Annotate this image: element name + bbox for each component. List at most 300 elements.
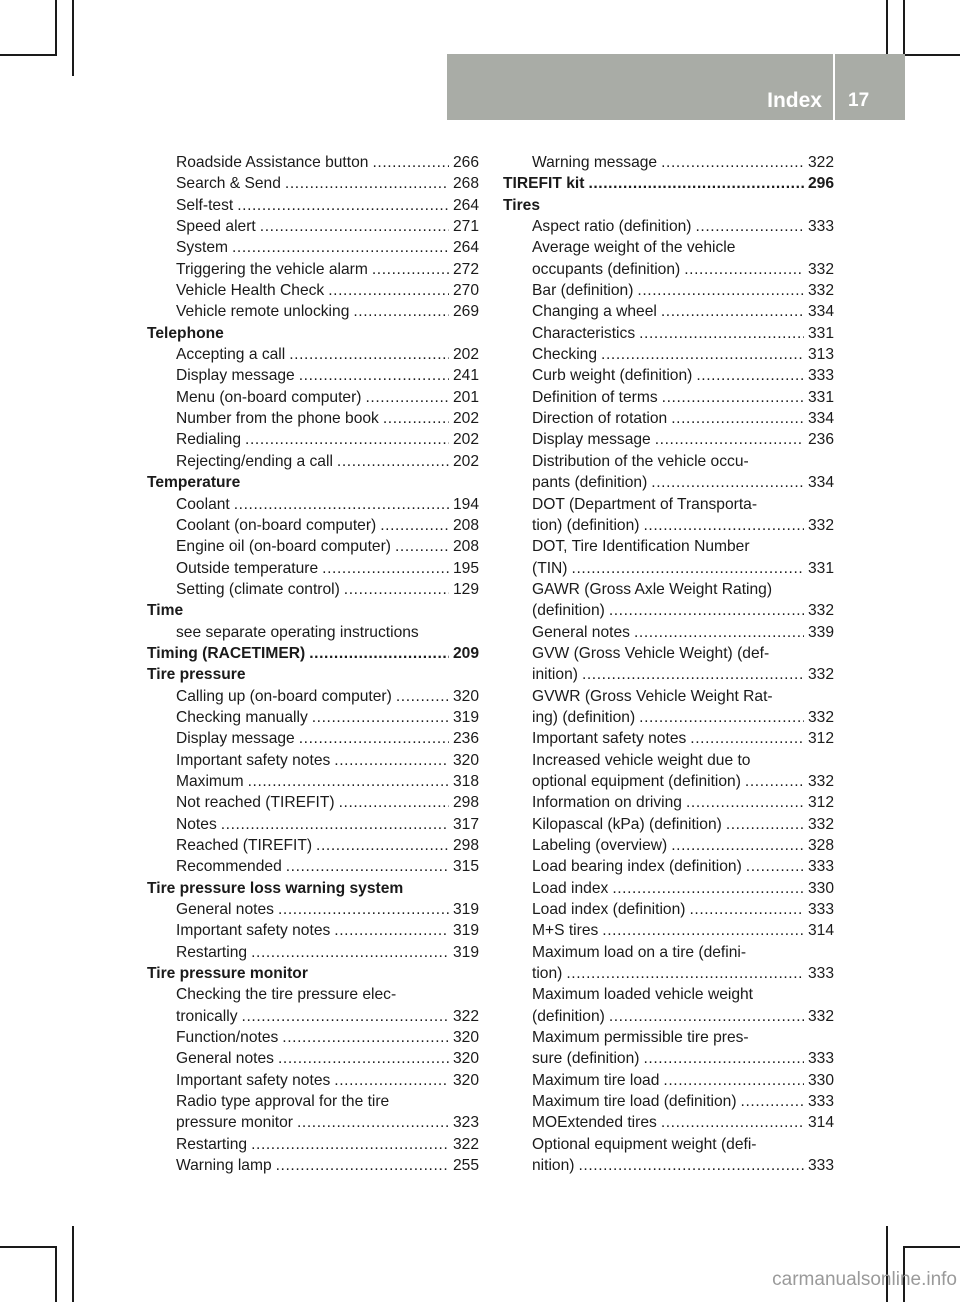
entry-text: sure (definition) [532, 1050, 640, 1068]
entry-text: Notes [176, 815, 217, 833]
entry-text: Checking the tire pressure elec- [176, 986, 397, 1004]
page-reference: 315 [452, 858, 479, 876]
page-reference: 202 [452, 346, 479, 364]
entry-text: Maximum tire load (definition) [532, 1093, 737, 1111]
entry-text: M+S tires [532, 922, 599, 940]
index-entry [503, 728, 834, 749]
dot-leader [282, 1027, 449, 1048]
dot-leader [251, 1134, 449, 1155]
entry-text: (definition) [532, 602, 605, 620]
dot-leader [609, 1006, 804, 1027]
entry-text: Tires [503, 196, 540, 214]
page-reference: 298 [452, 837, 479, 854]
page-reference: 236 [807, 431, 834, 449]
page-reference: 296 [807, 175, 834, 193]
entry-text: (definition) [532, 1007, 605, 1025]
dot-leader [285, 173, 449, 194]
entry-text: Labeling (overview) [532, 837, 668, 854]
index-entry [503, 344, 834, 365]
page-reference: 333 [807, 1157, 834, 1175]
page-reference: 313 [807, 346, 834, 364]
watermark: carmanualsonline.info [772, 1269, 957, 1290]
page-reference: 314 [807, 922, 834, 940]
entry-text: Aspect ratio (definition) [532, 218, 692, 236]
entry-text: occupants (definition) [532, 260, 681, 278]
entry-text: Direction of rotation [532, 410, 668, 428]
entry-text: Rejecting/ending a call [176, 452, 333, 470]
dot-leader [726, 814, 804, 835]
page-reference: 339 [807, 623, 834, 641]
page-reference: 312 [807, 730, 834, 748]
entry-text: DOT, Tire Identification Number [532, 538, 750, 556]
index-entry [503, 301, 834, 322]
index-entry [147, 216, 479, 237]
entry-text: GAWR (Gross Axle Weight Rating) [532, 580, 773, 598]
entry-text: Curb weight (definition) [532, 367, 693, 385]
page-reference: 320 [452, 1071, 479, 1089]
dot-leader [344, 579, 449, 600]
index-entry [503, 365, 834, 386]
page-reference: 333 [807, 1050, 834, 1068]
index-entry [147, 1091, 479, 1112]
index-entry [503, 643, 834, 664]
dot-leader [741, 1091, 804, 1112]
dot-leader [299, 365, 449, 386]
dot-leader [689, 899, 804, 920]
index-entry [503, 707, 834, 728]
index-heading [147, 323, 479, 344]
page-reference: 268 [452, 175, 479, 193]
page-reference: 202 [452, 410, 479, 428]
index-entry [147, 622, 479, 643]
entry-text: Maximum [176, 772, 244, 790]
entry-text: Load index (definition) [532, 901, 686, 919]
index-entry [147, 771, 479, 792]
entry-text: Not reached (TIREFIT) [176, 794, 335, 812]
dot-leader [639, 323, 804, 344]
index-entry [147, 365, 479, 386]
entry-text: tion) (definition) [532, 516, 640, 534]
dot-leader [663, 1070, 804, 1091]
entry-text: Checking [532, 346, 598, 364]
page-reference: 332 [807, 666, 834, 684]
page-reference: 320 [452, 1029, 479, 1047]
page-reference: 129 [452, 580, 479, 598]
entry-text: nition) [532, 1157, 575, 1175]
index-entry [503, 1006, 834, 1027]
entry-text: Important safety notes [176, 1071, 331, 1089]
entry-text: Restarting [176, 1135, 248, 1153]
crop-mark [55, 0, 57, 56]
entry-text: Tire pressure monitor [147, 965, 308, 983]
entry-text: tronically [176, 1007, 238, 1025]
index-entry [147, 856, 479, 877]
page-reference: 332 [807, 260, 834, 278]
dot-leader [671, 408, 804, 429]
index-heading [147, 664, 479, 685]
index-entry [503, 579, 834, 600]
page-reference: 201 [452, 388, 479, 406]
dot-leader [746, 856, 804, 877]
entry-text: Characteristics [532, 324, 636, 342]
page-reference: 332 [807, 516, 834, 534]
entry-text: Coolant (on-board computer) [176, 516, 377, 534]
page-reference: 333 [807, 367, 834, 385]
index-heading [147, 963, 479, 984]
entry-text: Search & Send [176, 175, 281, 193]
dot-leader [334, 1070, 449, 1091]
page-reference: 271 [452, 218, 479, 236]
dot-leader [380, 515, 449, 536]
entry-text: Number from the phone book [176, 410, 379, 428]
index-entry [503, 280, 834, 301]
index-entry [503, 1134, 834, 1155]
crop-mark [904, 1246, 960, 1248]
page-reference: 319 [452, 922, 479, 940]
dot-leader [661, 152, 804, 173]
page-reference: 317 [452, 815, 479, 833]
header-bar [447, 54, 905, 120]
index-entry [503, 515, 834, 536]
entry-text: System [176, 239, 228, 257]
page-reference: 236 [452, 730, 479, 748]
index-entry [503, 216, 834, 237]
entry-text: Outside temperature [176, 559, 319, 577]
page-reference: 208 [452, 516, 479, 534]
index-entry [147, 750, 479, 771]
page-reference: 209 [452, 644, 479, 662]
page-reference: 319 [452, 901, 479, 919]
index-entry [147, 686, 479, 707]
entry-text: Temperature [147, 474, 241, 492]
dot-leader [588, 173, 804, 194]
page-reference: 333 [807, 218, 834, 236]
index-entry [503, 558, 834, 579]
index-entry [147, 942, 479, 963]
dot-leader [309, 643, 449, 664]
index-heading [503, 195, 834, 216]
dot-leader [334, 750, 449, 771]
page-reference: 194 [452, 495, 479, 513]
page-reference: 270 [452, 282, 479, 300]
index-entry [503, 1155, 834, 1176]
dot-leader [242, 1006, 449, 1027]
index-column-right [503, 152, 834, 1177]
dot-leader [334, 920, 449, 941]
index-entry [503, 984, 834, 1005]
index-entry [147, 344, 479, 365]
page-reference: 334 [807, 474, 834, 492]
index-entry [503, 387, 834, 408]
dot-leader [602, 920, 804, 941]
index-entry [147, 451, 479, 472]
entry-text: Definition of terms [532, 388, 658, 406]
index-entry [503, 920, 834, 941]
dot-leader [695, 216, 803, 237]
dot-leader [337, 451, 449, 472]
entry-text: Calling up (on-board computer) [176, 687, 392, 705]
dot-leader [643, 515, 803, 536]
dot-leader [221, 814, 449, 835]
entry-text: Redialing [176, 431, 242, 449]
entry-text: pressure monitor [176, 1114, 293, 1132]
dot-leader [312, 707, 449, 728]
index-heading [147, 643, 479, 664]
page-reference: 320 [452, 751, 479, 769]
index-entry [147, 301, 479, 322]
dot-leader [612, 878, 804, 899]
index-entry [503, 899, 834, 920]
dot-leader [643, 1048, 803, 1069]
page-reference: 312 [807, 794, 834, 812]
page-reference: 202 [452, 452, 479, 470]
entry-text: ing) (definition) [532, 708, 636, 726]
entry-text: tion) [532, 965, 563, 983]
entry-text: Kilopascal (kPa) (definition) [532, 815, 722, 833]
entry-text: Important safety notes [176, 922, 331, 940]
index-entry [503, 429, 834, 450]
entry-text: Changing a wheel [532, 303, 657, 321]
entry-text: Reached (TIREFIT) [176, 837, 313, 854]
dot-leader [289, 344, 449, 365]
dot-leader [278, 1048, 449, 1069]
entry-text: TIREFIT kit [503, 175, 585, 193]
section-title: Index [767, 89, 822, 112]
page-reference: 319 [452, 943, 479, 961]
page-reference: 195 [452, 559, 479, 577]
entry-text: Average weight of the vehicle [532, 239, 736, 257]
entry-text: Important safety notes [532, 730, 687, 748]
index-entry [147, 259, 479, 280]
entry-text: MOExtended tires [532, 1114, 657, 1132]
index-entry [503, 686, 834, 707]
index-entry [503, 494, 834, 515]
entry-text: Optional equipment weight (defi- [532, 1135, 757, 1153]
index-entry [503, 1091, 834, 1112]
crop-mark [72, 1226, 74, 1302]
index-entry [147, 1048, 479, 1069]
dot-leader [634, 622, 804, 643]
page-reference: 320 [452, 1050, 479, 1068]
index-entry [503, 1070, 834, 1091]
entry-text: Bar (definition) [532, 282, 634, 300]
index-entry [147, 579, 479, 600]
index-entry [503, 237, 834, 258]
page-reference: 333 [807, 901, 834, 919]
entry-text: Warning lamp [176, 1157, 272, 1175]
dot-leader [651, 472, 804, 493]
entry-text: Time [147, 602, 184, 620]
index-entry [147, 536, 479, 557]
crop-mark [0, 1246, 56, 1248]
entry-text: Maximum permissible tire pres- [532, 1029, 749, 1047]
entry-text: Display message [176, 730, 295, 748]
page-reference: 314 [807, 1114, 834, 1132]
page-reference: 333 [807, 858, 834, 876]
entry-text: Telephone [147, 324, 224, 342]
entry-text: Speed alert [176, 218, 256, 236]
dot-leader [372, 152, 449, 173]
entry-text: Self-test [176, 196, 234, 214]
page-reference: 264 [452, 196, 479, 214]
dot-leader [655, 429, 804, 450]
page-reference: 332 [807, 1007, 834, 1025]
entry-text: General notes [176, 1050, 274, 1068]
entry-text: Display message [176, 367, 295, 385]
index-entry [147, 280, 479, 301]
entry-text: (TIN) [532, 559, 568, 577]
index-entry [147, 920, 479, 941]
dot-leader [353, 301, 449, 322]
entry-text: Load bearing index (definition) [532, 858, 742, 876]
page-reference: 331 [807, 388, 834, 406]
index-entry [147, 707, 479, 728]
entry-text: Maximum tire load [532, 1071, 660, 1089]
index-heading [147, 600, 479, 621]
page-reference: 330 [807, 879, 834, 897]
entry-text: Increased vehicle weight due to [532, 751, 751, 769]
page-reference: 332 [807, 708, 834, 726]
index-entry [147, 515, 479, 536]
index-entry [147, 558, 479, 579]
entry-text: Engine oil (on-board computer) [176, 538, 391, 556]
entry-text: Load index [532, 879, 609, 897]
entry-text: optional equipment (definition) [532, 772, 741, 790]
entry-text: Vehicle Health Check [176, 282, 325, 300]
crop-mark [0, 54, 56, 56]
index-entry [147, 1112, 479, 1133]
index-entry [147, 1070, 479, 1091]
page-reference: 331 [807, 559, 834, 577]
dot-leader [286, 856, 449, 877]
entry-text: Function/notes [176, 1029, 279, 1047]
entry-text: Timing (RACETIMER) [147, 644, 306, 662]
page-reference: 202 [452, 431, 479, 449]
page-reference: 330 [807, 1071, 834, 1089]
dot-leader [684, 259, 804, 280]
entry-text: General notes [176, 901, 274, 919]
page-reference: 320 [452, 687, 479, 705]
index-entry [503, 259, 834, 280]
page-reference: 322 [452, 1007, 479, 1025]
entry-text: Display message [532, 431, 651, 449]
page-reference: 266 [452, 154, 479, 171]
index-entry [147, 195, 479, 216]
entry-text: Setting (climate control) [176, 580, 340, 598]
entry-text: see separate operating instructions [176, 623, 419, 641]
dot-leader [395, 536, 449, 557]
crop-mark [72, 0, 74, 76]
page-reference: 322 [452, 1135, 479, 1153]
page-reference: 333 [807, 965, 834, 983]
index-entry [503, 664, 834, 685]
entry-text: GVWR (Gross Vehicle Weight Rat- [532, 687, 773, 705]
entry-text: Triggering the vehicle alarm [176, 260, 368, 278]
page-reference: 319 [452, 708, 479, 726]
entry-text: DOT (Department of Transporta- [532, 495, 758, 513]
index-entry [503, 152, 834, 173]
dot-leader [372, 259, 449, 280]
entry-text: Warning message [532, 154, 658, 171]
dot-leader [297, 1112, 449, 1133]
dot-leader [248, 771, 449, 792]
dot-leader [322, 558, 449, 579]
index-entry [147, 387, 479, 408]
index-entry [147, 408, 479, 429]
index-entry [503, 835, 834, 856]
dot-leader [566, 963, 804, 984]
index-entry [147, 792, 479, 813]
index-entry [503, 323, 834, 344]
index-entry [147, 1027, 479, 1048]
index-entry [503, 750, 834, 771]
crop-mark [903, 0, 905, 56]
page-reference: 264 [452, 239, 479, 257]
index-entry [147, 814, 479, 835]
page-reference: 332 [807, 815, 834, 833]
index-entry [503, 451, 834, 472]
dot-leader [234, 494, 449, 515]
page-reference: 208 [452, 538, 479, 556]
index-entry [147, 237, 479, 258]
dot-leader [316, 835, 449, 856]
index-entry [503, 1112, 834, 1133]
entry-text: Tire pressure [147, 666, 246, 684]
page-reference: 334 [807, 303, 834, 321]
entry-text: Roadside Assistance button [176, 154, 369, 171]
dot-leader [237, 195, 449, 216]
dot-leader [639, 707, 804, 728]
dot-leader [690, 728, 804, 749]
dot-leader [637, 280, 804, 301]
dot-leader [339, 792, 449, 813]
index-entry [147, 1006, 479, 1027]
entry-text: Information on driving [532, 794, 682, 812]
dot-leader [601, 344, 804, 365]
index-entry [147, 173, 479, 194]
dot-leader [696, 365, 804, 386]
dot-leader [396, 686, 449, 707]
crop-mark [55, 1246, 57, 1302]
dot-leader [328, 280, 449, 301]
index-entry [147, 1155, 479, 1176]
dot-leader [572, 558, 804, 579]
index-entry [147, 728, 479, 749]
entry-text: GVW (Gross Vehicle Weight) (def- [532, 644, 770, 662]
entry-text: inition) [532, 666, 578, 684]
dot-leader [662, 387, 804, 408]
dot-leader [251, 942, 449, 963]
entry-text: Coolant [176, 495, 230, 513]
entry-text: Maximum loaded vehicle weight [532, 986, 754, 1004]
page-reference: 332 [807, 772, 834, 790]
index-entry [503, 536, 834, 557]
page-reference: 322 [807, 154, 834, 171]
dot-leader [745, 771, 804, 792]
index-heading [147, 878, 479, 899]
index-entry [503, 600, 834, 621]
index-heading [147, 472, 479, 493]
dot-leader [276, 1155, 449, 1176]
page-number: 17 [848, 90, 870, 111]
dot-leader [278, 899, 449, 920]
dot-leader [383, 408, 449, 429]
entry-text: Radio type approval for the tire [176, 1093, 390, 1111]
dot-leader [365, 387, 448, 408]
index-entry [147, 835, 479, 856]
index-entry [503, 408, 834, 429]
index-entry [503, 1027, 834, 1048]
